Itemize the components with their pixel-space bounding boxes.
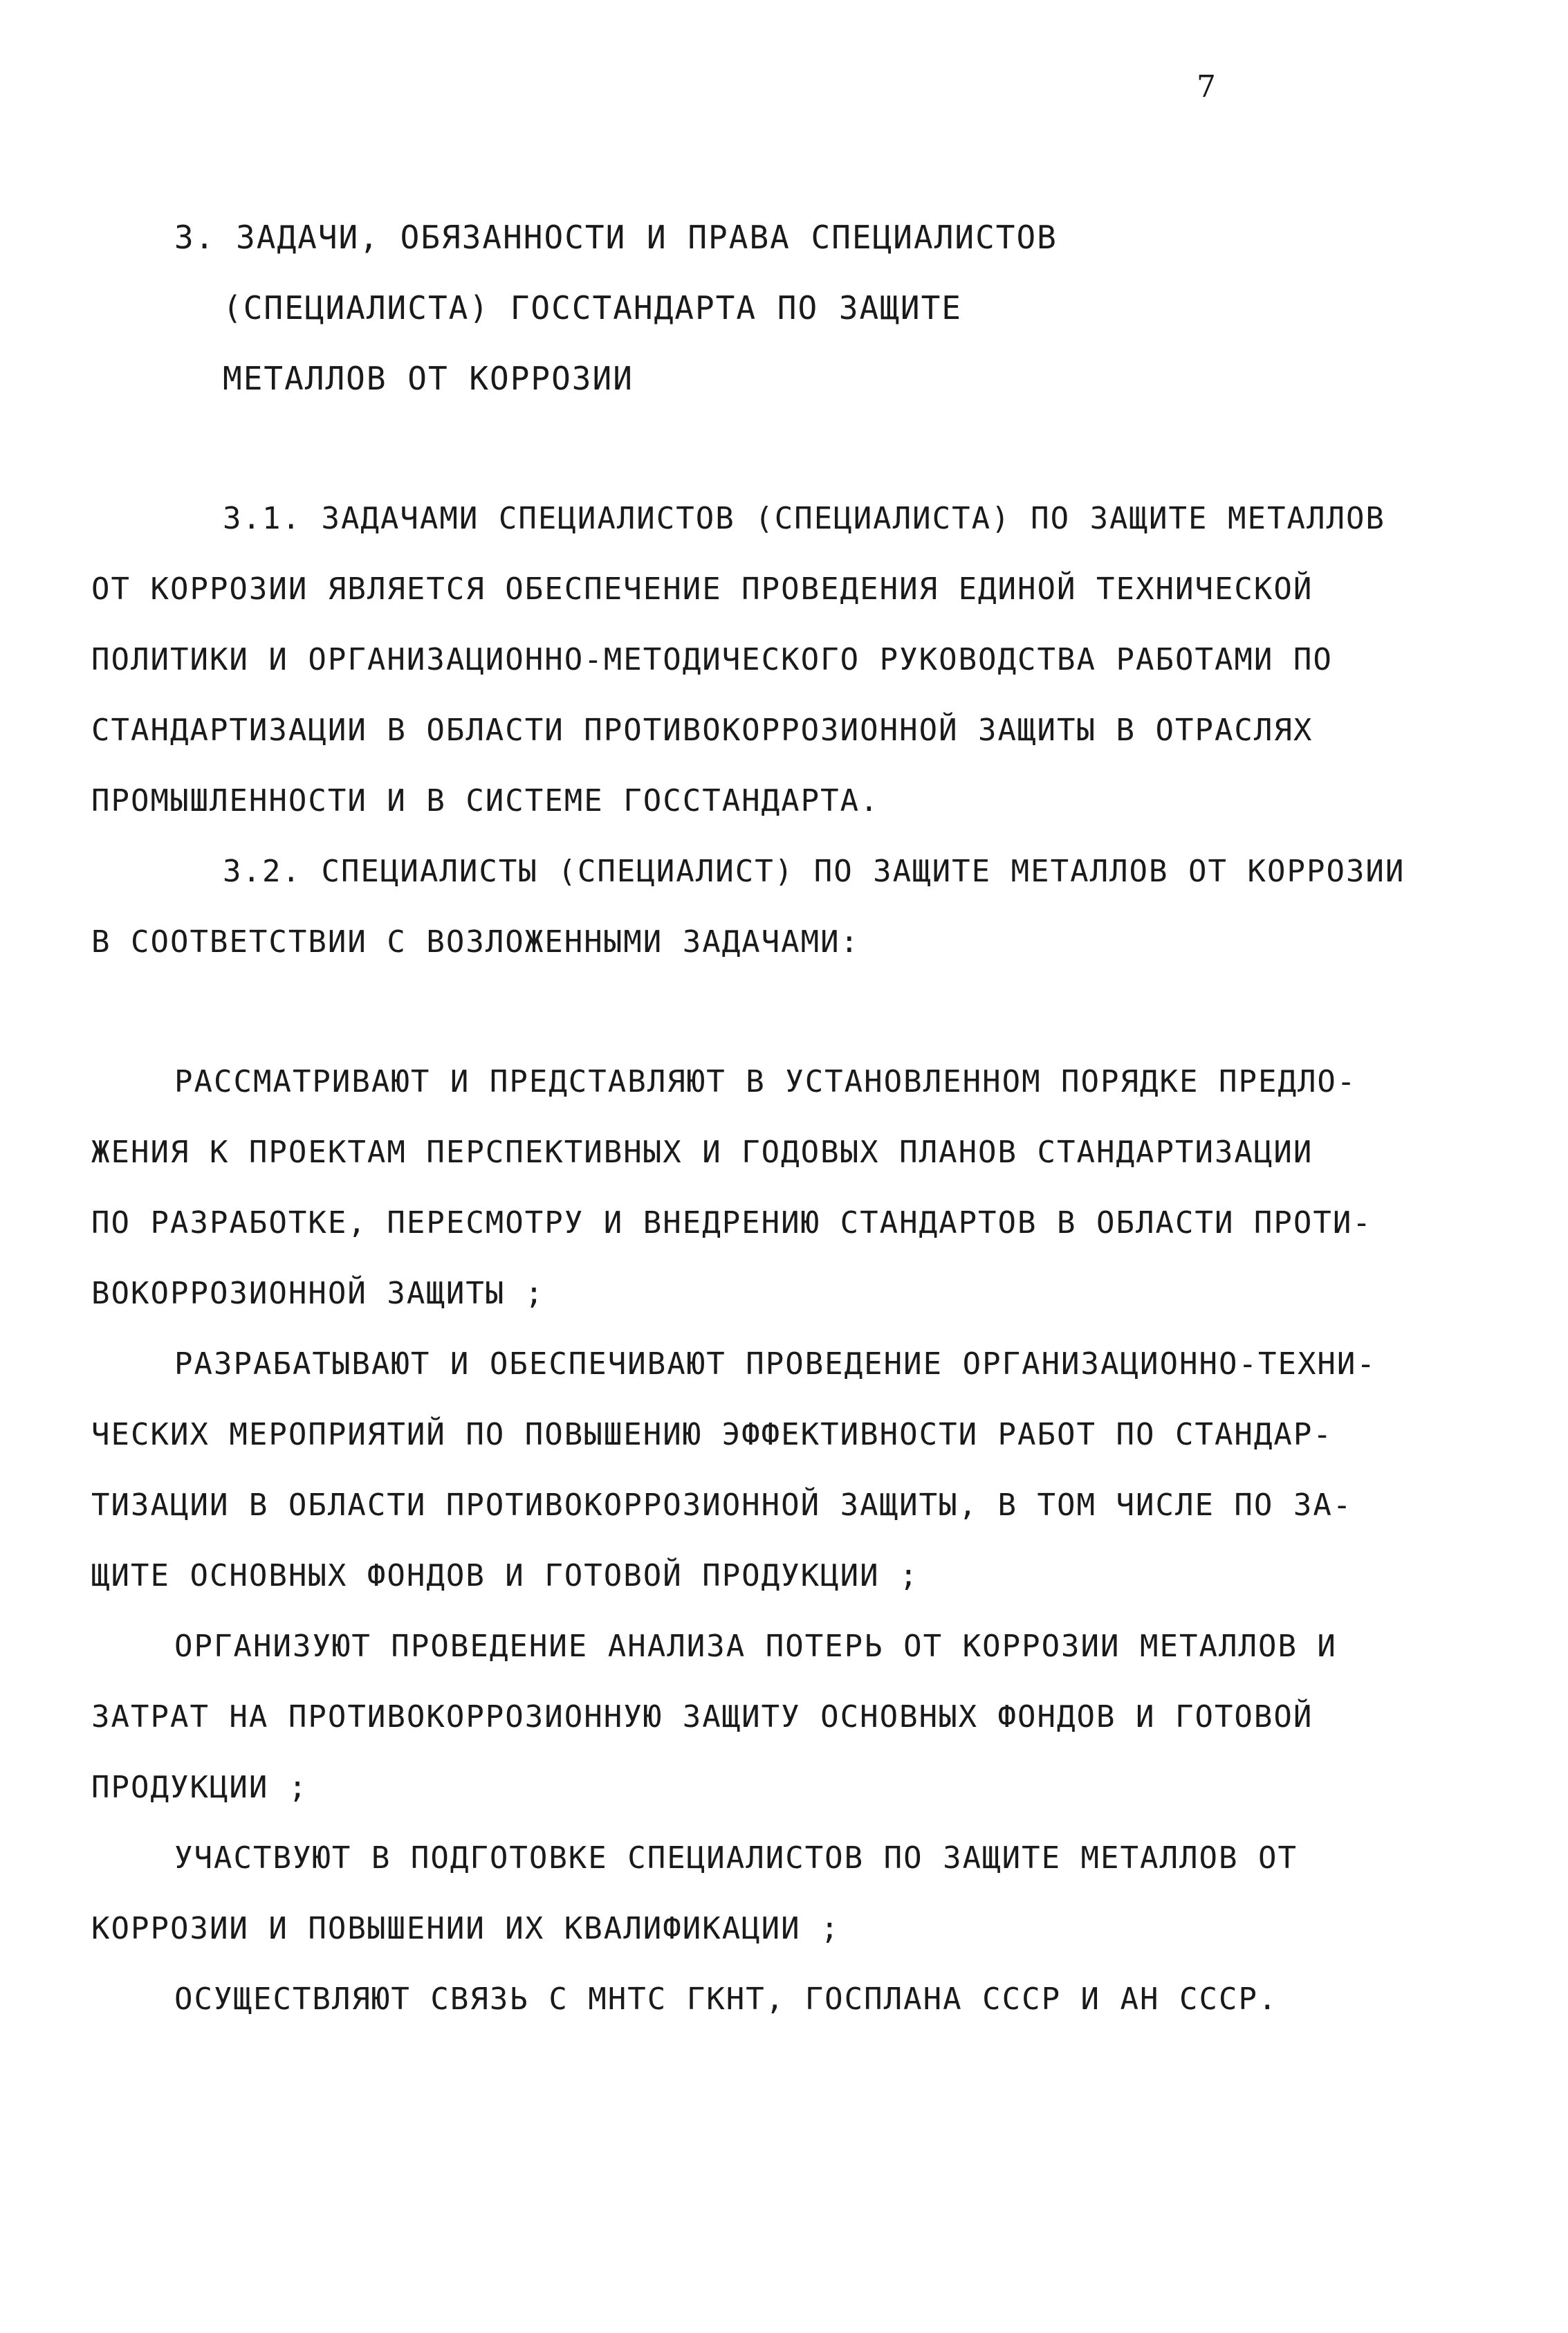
section-title-line: 3. ЗАДАЧИ, ОБЯЗАННОСТИ И ПРАВА СПЕЦИАЛИСТОВ [174,219,1058,256]
paragraph-line: ПОЛИТИКИ И ОРГАНИЗАЦИОННО-МЕТОДИЧЕСКОГО РУКОВОДСТВА РАБОТАМИ ПО [91,642,1333,677]
paragraph-line: УЧАСТВУЮТ В ПОДГОТОВКЕ СПЕЦИАЛИСТОВ ПО ЗАЩИТЕ МЕТАЛЛОВ ОТ [174,1840,1298,1876]
paragraph-line: ПО РАЗРАБОТКЕ, ПЕРЕСМОТРУ И ВНЕДРЕНИЮ СТАНДАРТОВ В ОБЛАСТИ ПРОТИ- [91,1205,1372,1241]
paragraph-line: ЗАТРАТ НА ПРОТИВОКОРРОЗИОННУЮ ЗАЩИТУ ОСНОВНЫХ ФОНДОВ И ГОТОВОЙ [91,1699,1313,1735]
paragraph-line: ОСУЩЕСТВЛЯЮТ СВЯЗЬ С МНТС ГКНТ, ГОСПЛАНА СССР И АН СССР. [174,1982,1278,2017]
paragraph-line: В СООТВЕТСТВИИ С ВОЗЛОЖЕННЫМИ ЗАДАЧАМИ: [91,924,860,960]
paragraph-line: ОТ КОРРОЗИИ ЯВЛЯЕТСЯ ОБЕСПЕЧЕНИЕ ПРОВЕДЕНИЯ ЕДИНОЙ ТЕХНИЧЕСКОЙ [91,571,1313,607]
paragraph-line: 3.2. СПЕЦИАЛИСТЫ (СПЕЦИАЛИСТ) ПО ЗАЩИТЕ МЕТАЛЛОВ ОТ КОРРОЗИИ [223,854,1405,889]
paragraph-line: РАССМАТРИВАЮТ И ПРЕДСТАВЛЯЮТ В УСТАНОВЛЕННОМ ПОРЯДКЕ ПРЕДЛО- [174,1064,1357,1099]
section-title-line: (СПЕЦИАЛИСТА) ГОССТАНДАРТА ПО ЗАЩИТЕ [223,289,962,327]
paragraph-line: РАЗРАБАТЫВАЮТ И ОБЕСПЕЧИВАЮТ ПРОВЕДЕНИЕ ОРГАНИЗАЦИОННО-ТЕХНИ- [174,1346,1376,1382]
paragraph-line: СТАНДАРТИЗАЦИИ В ОБЛАСТИ ПРОТИВОКОРРОЗИОННОЙ ЗАЩИТЫ В ОТРАСЛЯХ [91,713,1313,748]
paragraph-line: ПРОМЫШЛЕННОСТИ И В СИСТЕМЕ ГОССТАНДАРТА. [91,783,880,818]
paragraph-line: ЖЕНИЯ К ПРОЕКТАМ ПЕРСПЕКТИВНЫХ И ГОДОВЫХ ПЛАНОВ СТАНДАРТИЗАЦИИ [91,1135,1313,1170]
paragraph-line: ТИЗАЦИИ В ОБЛАСТИ ПРОТИВОКОРРОЗИОННОЙ ЗАЩИТЫ, В ТОМ ЧИСЛЕ ПО ЗА- [91,1488,1353,1523]
section-title-line: МЕТАЛЛОВ ОТ КОРРОЗИИ [223,360,634,397]
paragraph-line: ЧЕСКИХ МЕРОПРИЯТИЙ ПО ПОВЫШЕНИЮ ЭФФЕКТИВНОСТИ РАБОТ ПО СТАНДАР- [91,1417,1333,1452]
paragraph-line: КОРРОЗИИ И ПОВЫШЕНИИ ИХ КВАЛИФИКАЦИИ ; [91,1911,840,1946]
page-number: 7 [1197,69,1216,104]
paragraph-line: ЩИТЕ ОСНОВНЫХ ФОНДОВ И ГОТОВОЙ ПРОДУКЦИИ ; [91,1558,919,1593]
paragraph-line: ВОКОРРОЗИОННОЙ ЗАЩИТЫ ; [91,1276,545,1311]
paragraph-line: 3.1. ЗАДАЧАМИ СПЕЦИАЛИСТОВ (СПЕЦИАЛИСТА) ПО ЗАЩИТЕ МЕТАЛЛОВ [223,501,1385,536]
paragraph-line: ПРОДУКЦИИ ; [91,1770,308,1805]
paragraph-line: ОРГАНИЗУЮТ ПРОВЕДЕНИЕ АНАЛИЗА ПОТЕРЬ ОТ КОРРОЗИИ МЕТАЛЛОВ И [174,1629,1337,1664]
